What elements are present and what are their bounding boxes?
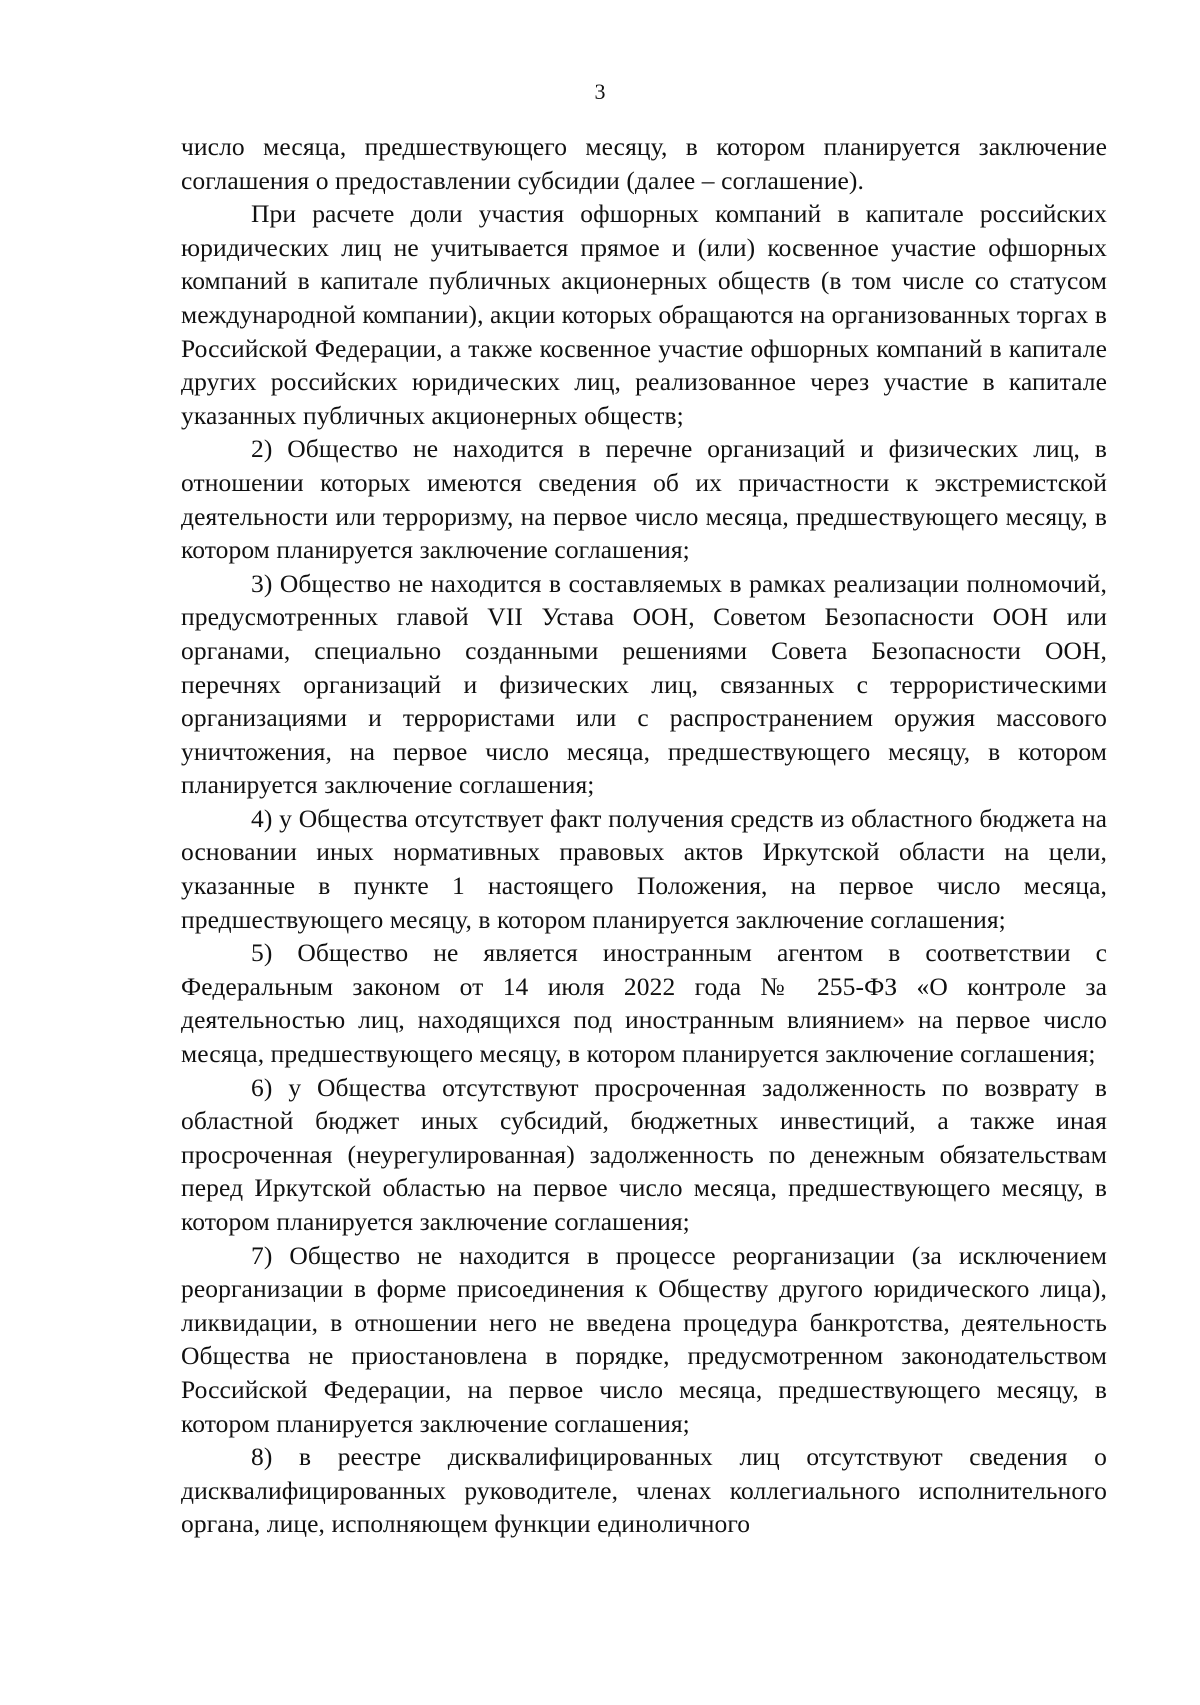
paragraph-item-5: 5) Общество не является иностранным агентом в соответствии с Федеральным законом от 14 июля 2022 года № 255-ФЗ «О контроле за деятельностью лиц, находящихся под иностранным влиянием» на первое число месяца, предшествующего месяцу, в котором планируется заключение соглашения; [181,938,1107,1069]
paragraph-item-4: 4) у Общества отсутствует факт получения средств из областного бюджета на основании иных нормативных правовых актов Иркутской области на цели, указанные в пункте 1 настоящего Положения, на первое число месяца, предшествующего месяцу, в котором планируется заключение соглашения; [181,803,1107,934]
paragraph-item-7: 7) Общество не находится в процессе реорганизации (за исключением реорганизации в форме присоединения к Обществу другого юридического лица), ликвидации, в отношении него не введена процедура банкротства, деятельность Общества не приостановлена в порядке, предусмотренном законодательством Российской Федерации, на первое число месяца, предшествующего месяцу, в котором планируется заключение соглашения; [181,1240,1107,1438]
paragraph-item-2: 2) Общество не находится в перечне организаций и физических лиц, в отношении которых имеются сведения об их причастности к экстремистской деятельности или терроризму, на первое число месяца, предшествующего месяцу, в котором планируется заключение соглашения; [181,434,1107,565]
paragraph-item-6: 6) у Общества отсутствуют просроченная задолженность по возврату в областной бюджет иных субсидий, бюджетных инвестиций, а также иная просроченная (неурегулированная) задолженность по денежным обязательствам перед Иркутской областью на первое число месяца, предшествующего месяцу, в котором планируется заключение соглашения; [181,1072,1107,1236]
paragraph-continuation: число месяца, предшествующего месяцу, в котором планируется заключение соглашения о предоставлении субсидии (далее – соглашение). [181,132,1107,195]
document-body [181,130,1107,1541]
paragraph-offshore-share: При расчете доли участия офшорных компаний в капитале российских юридических лиц не учитывается прямое и (или) косвенное участие офшорных компаний в капитале публичных акционерных обществ (в том числе со статусом международной компании), акции которых обращаются на организованных торгах в Российской Федерации, а также косвенное участие офшорных компаний в капитале других российских юридических лиц, реализованное через участие в капитале указанных публичных акционерных обществ; [181,199,1107,430]
paragraph-item-3: 3) Общество не находится в составляемых в рамках реализации полномочий, предусмотренных главой VII Устава ООН, Советом Безопасности ООН или органами, специально созданными решениями Совета Безопасности ООН, перечнях организаций и физических лиц, связанных с террористическими организациями и террористами или с распространением оружия массового уничтожения, на первое число месяца, предшествующего месяцу, в котором планируется заключение соглашения; [181,568,1107,800]
page-number: 3 [594,79,606,104]
paragraph-item-8: 8) в реестре дисквалифицированных лиц отсутствуют сведения о дисквалифицированных руководителе, членах коллегиального исполнительного органа, лице, исполняющем функции единоличного [181,1442,1107,1539]
